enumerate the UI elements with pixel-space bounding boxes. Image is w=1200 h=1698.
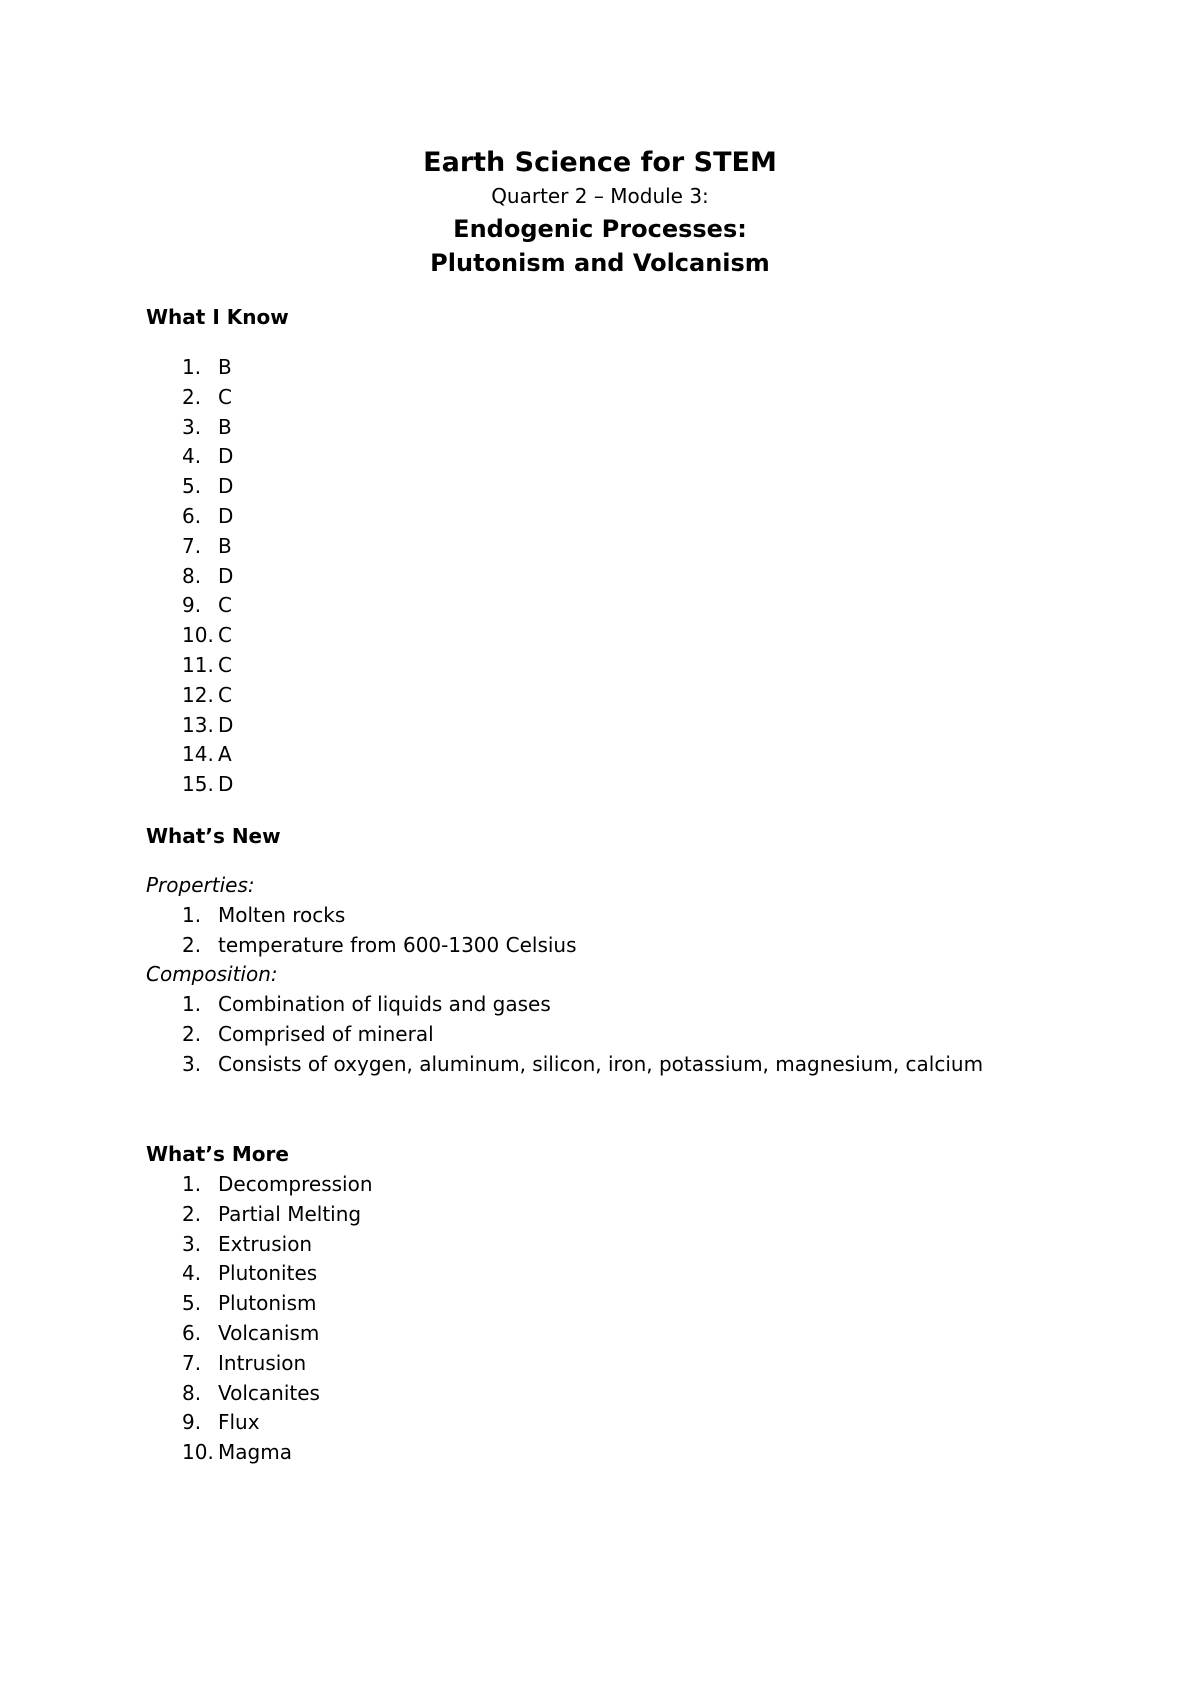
list-item-text: C — [218, 652, 232, 677]
list-number: 8. — [182, 1380, 202, 1405]
answer-item — [146, 353, 1026, 383]
list-number: 6. — [182, 503, 202, 528]
whats-more-item — [146, 1170, 1026, 1200]
list-number: 5. — [182, 1291, 202, 1316]
list-item-text: C — [218, 623, 232, 648]
list-item-text: Flux — [218, 1410, 260, 1435]
answer-item — [146, 532, 1026, 562]
list-item-text: Plutonism — [218, 1291, 317, 1316]
whats-more-item — [146, 1289, 1026, 1319]
whats-more-item — [146, 1230, 1026, 1260]
list-number: 7. — [182, 533, 202, 558]
list-item-text: Volcanites — [218, 1380, 320, 1405]
property-item — [146, 901, 1026, 931]
whats-more-heading: What’s More — [146, 1142, 289, 1166]
list-number: 3. — [182, 414, 202, 439]
composition-item — [146, 1020, 1026, 1050]
answer-item — [146, 711, 1026, 741]
answer-item — [146, 591, 1026, 621]
list-number: 13. — [182, 712, 214, 737]
list-number: 1. — [182, 903, 202, 927]
list-number: 10. — [182, 1440, 214, 1465]
whats-more-item — [146, 1349, 1026, 1379]
whats-more-item — [146, 1408, 1026, 1438]
list-number: 5. — [182, 474, 202, 499]
list-number: 2. — [182, 384, 202, 409]
list-item-text: Volcanism — [218, 1320, 320, 1345]
document-subtitle: Quarter 2 – Module 3: — [491, 184, 709, 208]
list-item-text: Magma — [218, 1440, 292, 1465]
properties-list — [146, 901, 1026, 961]
composition-label: Composition: — [146, 962, 278, 986]
list-number: 1. — [182, 355, 202, 379]
list-item-text: Extrusion — [218, 1231, 313, 1256]
list-item-text: Combination of liquids and gases — [218, 992, 551, 1016]
list-item-text: D — [218, 503, 234, 528]
whats-more-list — [146, 1170, 1026, 1468]
property-item — [146, 931, 1026, 961]
answer-item — [146, 472, 1026, 502]
list-number: 3. — [182, 1051, 202, 1076]
document-title: Earth Science for STEM — [423, 147, 777, 178]
list-number: 3. — [182, 1231, 202, 1256]
list-item-text: Comprised of mineral — [218, 1021, 434, 1046]
whats-more-item — [146, 1379, 1026, 1409]
list-number: 4. — [182, 444, 202, 469]
list-item-text: A — [218, 742, 232, 767]
list-item-text: C — [218, 682, 232, 707]
list-item-text: C — [218, 593, 232, 618]
whats-more-item — [146, 1259, 1026, 1289]
what-i-know-heading: What I Know — [146, 305, 289, 329]
whats-more-item — [146, 1438, 1026, 1468]
list-item-text: D — [218, 474, 234, 499]
composition-item — [146, 990, 1026, 1020]
whats-new-heading: What’s New — [146, 824, 281, 848]
module-title-line2: Plutonism and Volcanism — [430, 249, 770, 277]
list-number: 1. — [182, 1172, 202, 1196]
composition-list — [146, 990, 1026, 1079]
list-item-text: D — [218, 444, 234, 469]
what-i-know-list — [146, 353, 1026, 800]
list-number: 12. — [182, 682, 214, 707]
answer-item — [146, 621, 1026, 651]
answer-item — [146, 562, 1026, 592]
list-item-text: B — [218, 355, 232, 379]
list-item-text: Intrusion — [218, 1350, 307, 1375]
answer-item — [146, 442, 1026, 472]
list-item-text: Partial Melting — [218, 1201, 362, 1226]
list-number: 4. — [182, 1261, 202, 1286]
answer-item — [146, 502, 1026, 532]
list-item-text: D — [218, 563, 234, 588]
properties-label: Properties: — [146, 873, 255, 897]
list-item-text: temperature from 600-1300 Celsius — [218, 932, 577, 957]
list-item-text: Decompression — [218, 1172, 373, 1196]
list-item-text: D — [218, 712, 234, 737]
answer-item — [146, 413, 1026, 443]
list-number: 8. — [182, 563, 202, 588]
list-item-text: Consists of oxygen, aluminum, silicon, iron, potassium, magnesium, calcium — [218, 1051, 984, 1076]
list-number: 9. — [182, 1410, 202, 1435]
list-number: 14. — [182, 742, 214, 767]
list-item-text: B — [218, 414, 232, 439]
answer-item — [146, 740, 1026, 770]
module-title-line1: Endogenic Processes: — [453, 215, 747, 243]
answer-item — [146, 770, 1026, 800]
list-item-text: C — [218, 384, 232, 409]
composition-item — [146, 1050, 1026, 1080]
list-number: 2. — [182, 932, 202, 957]
list-number: 1. — [182, 992, 202, 1016]
list-number: 2. — [182, 1021, 202, 1046]
answer-item — [146, 383, 1026, 413]
list-item-text: Plutonites — [218, 1261, 318, 1286]
list-item-text: D — [218, 772, 234, 797]
list-number: 2. — [182, 1201, 202, 1226]
list-number: 10. — [182, 623, 214, 648]
answer-item — [146, 681, 1026, 711]
list-number: 6. — [182, 1320, 202, 1345]
list-item-text: B — [218, 533, 232, 558]
list-number: 11. — [182, 652, 214, 677]
answer-item — [146, 651, 1026, 681]
whats-more-item — [146, 1200, 1026, 1230]
list-number: 15. — [182, 772, 214, 797]
list-item-text: Molten rocks — [218, 903, 346, 927]
list-number: 9. — [182, 593, 202, 618]
list-number: 7. — [182, 1350, 202, 1375]
whats-more-item — [146, 1319, 1026, 1349]
